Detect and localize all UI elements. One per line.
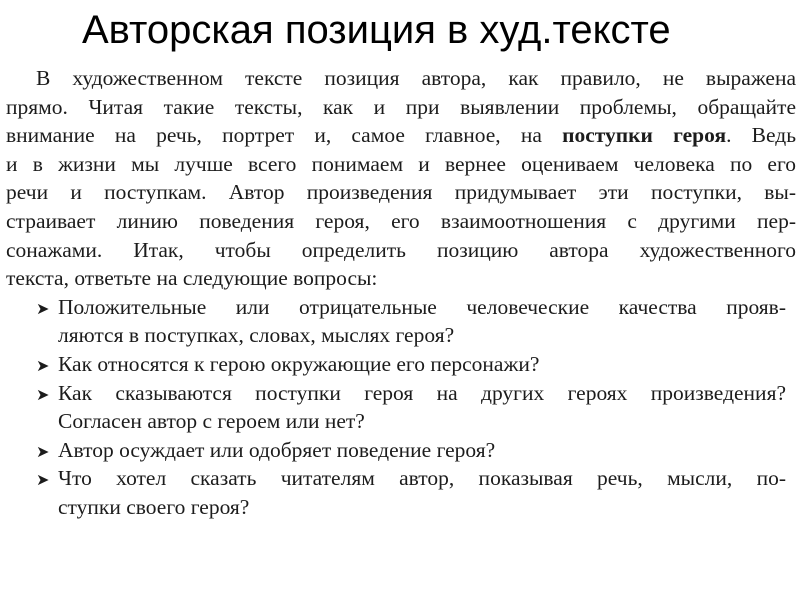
paragraph-line: текста, ответьте на следующие вопросы:	[6, 266, 378, 291]
list-item-continuation: ступки своего героя?	[58, 494, 250, 519]
list-item-text: Что хотел сказать читателям автор, показывая речь, мысли, по-	[58, 466, 786, 491]
paragraph-line: речи и поступкам. Автор произведения придумывает эти поступки, вы-	[6, 180, 796, 205]
list-item-text: Автор осуждает или одобряет поведение героя?	[58, 437, 496, 462]
paragraph-text: внимание на речь, портрет и, самое главное, на	[6, 123, 563, 148]
paragraph-line: и в жизни мы лучше всего понимаем и вернее оцениваем человека по его	[6, 151, 796, 176]
chevron-right-icon: ➤	[36, 298, 50, 318]
list-item	[6, 293, 796, 322]
list-item	[6, 350, 796, 379]
list-item-text: Положительные или отрицательные человеческие качества прояв-	[58, 294, 786, 319]
chevron-right-icon: ➤	[36, 441, 50, 461]
paragraph-line: страивает линию поведения героя, его взаимоотношения с другими пер-	[6, 208, 796, 233]
paragraph-text: . Ведь	[726, 123, 796, 148]
emphasis-text: поступки героя	[562, 123, 727, 148]
list-item	[6, 436, 796, 465]
list-item	[6, 464, 796, 493]
chevron-right-icon: ➤	[36, 384, 50, 404]
document-body	[6, 64, 796, 522]
list-item-continuation: Согласен автор с героем или нет?	[58, 409, 365, 434]
page-title: Авторская позиция в худ.тексте	[82, 8, 671, 52]
paragraph-line: прямо. Читая такие тексты, как и при выявлении проблемы, обращайте	[6, 94, 796, 119]
list-item	[6, 379, 796, 408]
chevron-right-icon: ➤	[36, 470, 50, 490]
list-item-text: Как сказываются поступки героя на других героях произведения?	[58, 380, 786, 405]
paragraph-line: сонажами. Итак, чтобы определить позицию автора художественного	[6, 237, 796, 262]
paragraph-line-emphasis	[6, 121, 796, 150]
chevron-right-icon: ➤	[36, 355, 50, 375]
list-item-continuation: ляются в поступках, словах, мыслях героя?	[58, 323, 455, 348]
list-item-text: Как относятся к герою окружающие его персонажи?	[58, 351, 540, 376]
paragraph-line: В художественном тексте позиция автора, как правило, не выражена	[36, 66, 796, 90]
